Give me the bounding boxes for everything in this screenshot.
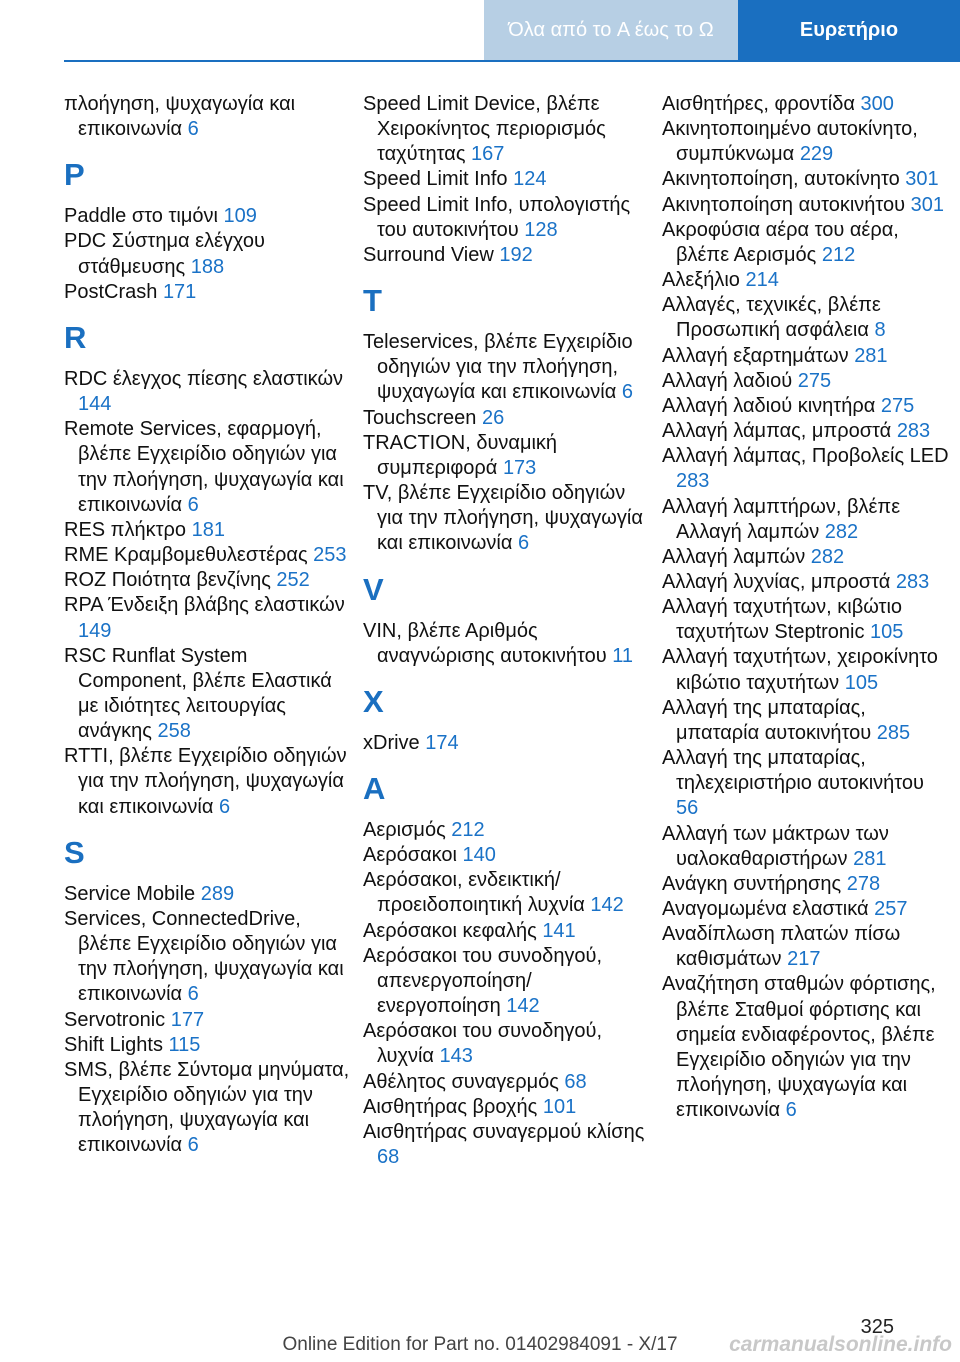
index-entry-text: Αλλαγή ταχυτήτων, χειροκίνητο κιβώτιο ταχυτήτων [662, 646, 938, 694]
page-link[interactable]: 192 [499, 243, 533, 266]
index-entry-text: Surround View [363, 243, 494, 266]
index-entry-text: Speed Limit Device, βλέπε Χειροκίνητος περιορισμός ταχύτητας [363, 93, 606, 166]
page-link[interactable]: 283 [896, 420, 931, 443]
page-link[interactable]: 257 [874, 898, 908, 920]
index-entry [64, 543, 352, 568]
index-entry [662, 545, 950, 570]
index-entry-text: Αλλαγή λαμπών [662, 545, 806, 568]
page-link[interactable]: 56 [676, 797, 699, 820]
index-entry-text: Αναζήτηση σταθμών φόρτισης, βλέπε Σταθμοί φόρτισης και σημεία ενδιαφέροντος, βλέπε Εγχειρίδιο οδηγιών για την πλοήγηση, ψυχαγωγία και επικοινωνία [662, 973, 936, 1122]
page-link[interactable]: 301 [905, 168, 939, 191]
page-link[interactable]: 6 [785, 1099, 797, 1122]
index-entry [662, 645, 950, 695]
index-entry-text: Αερόσακοι του συνοδηγού, απενεργοποίηση/ενεργοποίηση [363, 944, 603, 1018]
index-entry-text: Services, ConnectedDrive, βλέπε Εγχειρίδιο οδηγιών για την πλοήγηση, ψυχαγωγία και επικοινωνία [64, 907, 344, 1006]
page-link[interactable]: 253 [313, 544, 347, 567]
index-entry [662, 595, 950, 645]
index-entry [662, 92, 950, 117]
index-entry-text: Αλλαγή λάμπας, μπροστά [662, 420, 892, 443]
index-entry [64, 367, 352, 417]
index-entry-text: Αλλαγή λάμπας, Προβολείς LED [662, 445, 949, 468]
page-link[interactable]: 26 [481, 406, 505, 429]
index-entry-text: Αλλαγή λαμπτήρων, βλέπε Αλλαγή λαμπών [662, 495, 901, 543]
index-entry [363, 1120, 651, 1170]
index-entry-text: Αερόσακοι, ενδεικτική/προειδοποιητική λυχνία [363, 869, 585, 917]
page-link[interactable]: 6 [621, 381, 634, 404]
index-entry-text: TV, βλέπε Εγχειρίδιο οδηγιών για την πλοήγηση, ψυχαγωγία και επικοινωνία [363, 482, 643, 555]
page-link[interactable]: 115 [168, 1033, 201, 1056]
page-link[interactable]: 188 [190, 255, 225, 278]
index-entry [662, 972, 950, 1123]
index-entry-text: Ακινητοποίηση, αυτοκίνητο [662, 168, 900, 191]
page-link[interactable]: 101 [542, 1095, 577, 1118]
page-link[interactable]: 212 [451, 818, 485, 841]
page-link[interactable]: 8 [874, 319, 886, 342]
index-entry-text: Αθέλητος συναγερμός [363, 1070, 559, 1093]
index-entry-text: PDC Σύστημα ελέγχου στάθμευσης [64, 230, 265, 278]
index-entry-text: Αλλαγή ταχυτήτων, κιβώτιο ταχυτήτων Steptronic [662, 596, 903, 644]
page-link[interactable]: 285 [876, 721, 911, 744]
index-entry [662, 268, 950, 293]
index-entry-text: Αναγομωμένα ελαστικά [662, 898, 869, 920]
page-link[interactable]: 282 [810, 545, 845, 568]
index-entry-text: Αλλαγή της μπαταρίας, τηλεχειριστήριο αυτοκινήτου [662, 747, 924, 795]
page-link[interactable]: 214 [745, 269, 779, 292]
index-entry-text: Αλλαγή της μπαταρίας, μπαταρία αυτοκινήτου [662, 696, 872, 744]
index-entry [64, 518, 352, 543]
section-letter: T [363, 283, 382, 319]
index-entry-text: Ακροφύσια αέρα του αέρα, βλέπε Αερισμός [662, 218, 899, 266]
page-link[interactable]: 109 [223, 205, 257, 228]
index-entry-text: Αλλαγή λαδιού κινητήρα [662, 394, 876, 417]
page-link[interactable]: 281 [854, 344, 888, 367]
page-link[interactable]: 6 [187, 118, 199, 141]
index-entry [64, 644, 352, 745]
page-link[interactable]: 278 [846, 872, 881, 895]
edition-footer: Online Edition for Part no. 01402984091 - X/17 [282, 1334, 678, 1355]
page-link[interactable]: 149 [78, 619, 112, 642]
index-entry-text: Ανάγκη συντήρησης [662, 872, 842, 895]
index-entry [662, 897, 950, 922]
index-entry-text: SMS, βλέπε Σύντομα μηνύματα, Εγχειρίδιο οδηγιών για την πλοήγηση, ψυχαγωγία και επικοινωνία [64, 1058, 350, 1157]
index-entry [662, 419, 950, 444]
page-link[interactable]: 212 [821, 243, 856, 266]
index-entry [64, 1058, 352, 1159]
index-column-1 [64, 92, 352, 1158]
index-entry-text: RTTI, βλέπε Εγχειρίδιο οδηγιών για την πλοήγηση, ψυχαγωγία και επικοινωνία [64, 745, 347, 818]
index-entry [64, 568, 352, 593]
index-entry [662, 570, 950, 595]
index-entry-text: xDrive [363, 731, 420, 754]
index-entry [363, 92, 651, 167]
page-link[interactable]: 275 [880, 394, 915, 417]
page-link[interactable]: 167 [471, 143, 505, 166]
page-link[interactable]: 128 [524, 218, 558, 241]
index-entry-text: Paddle στο τιμόνι [64, 205, 218, 228]
index-entry [662, 117, 950, 167]
index-entry [363, 818, 651, 843]
index-entry-text: Ακινητοποιημένο αυτοκίνητο, συμπύκνωμα [662, 118, 918, 166]
index-entry-text: Αερόσακοι του συνοδηγού, λυχνία [363, 1020, 603, 1068]
page-link[interactable]: 6 [218, 795, 231, 818]
index-entry [662, 193, 950, 218]
index-entry-text: Αλλαγή λυχνίας, μπροστά [662, 570, 891, 593]
index-entry [64, 1008, 352, 1033]
page-link[interactable]: 142 [590, 894, 624, 917]
index-entry-text: TRACTION, δυναμική συμπεριφορά [363, 431, 558, 479]
index-entry [363, 1095, 651, 1120]
index-entry [662, 218, 950, 268]
index-entry [662, 495, 950, 545]
index-entry-text: Teleservices, βλέπε Εγχειρίδιο οδηγιών για την πλοήγηση, ψυχαγωγία και επικοινωνία [363, 331, 633, 404]
index-entry [662, 293, 950, 343]
index-entry [662, 167, 950, 192]
index-entry [662, 444, 950, 494]
index-entry-text: Αερόσακοι [363, 844, 457, 867]
index-entry-text: RSC Runflat System Component, βλέπε Ελαστικά με ιδιότητες λειτουργίας ανάγκης [64, 644, 332, 743]
index-entry-text: Touchscreen [363, 406, 477, 429]
index-entry-text: Servotronic [64, 1008, 166, 1031]
index-entry [363, 1019, 651, 1069]
page-link[interactable]: 283 [676, 470, 710, 493]
index-entry-text: VIN, βλέπε Αριθμός αναγνώρισης αυτοκινήτου [363, 619, 607, 667]
page-link[interactable]: 171 [162, 280, 197, 303]
index-entry [64, 229, 352, 279]
page-link[interactable]: 68 [564, 1070, 587, 1093]
index-entry [363, 944, 651, 1019]
index-column-3 [662, 92, 950, 1123]
tab-index[interactable]: Ευρετήριο [738, 0, 960, 60]
index-entry-text: Speed Limit Info, υπολογιστής του αυτοκινήτου [363, 193, 631, 241]
page-link[interactable]: 229 [799, 143, 834, 166]
page-link[interactable]: 283 [895, 570, 930, 593]
index-entry [662, 822, 950, 872]
index-entry-text: Αλλαγή λαδιού [662, 369, 793, 392]
index-entry-text: PostCrash [64, 280, 158, 303]
page-link[interactable]: 144 [78, 393, 112, 416]
index-entry [662, 394, 950, 419]
index-entry [64, 204, 352, 229]
index-entry-text: Service Mobile [64, 882, 196, 905]
index-column-2 [363, 92, 651, 1170]
index-entry [64, 593, 352, 643]
page-link[interactable]: 6 [517, 532, 530, 555]
page-link[interactable]: 143 [439, 1045, 473, 1068]
index-entry [64, 417, 352, 518]
index-entry [662, 872, 950, 897]
index-entry [363, 243, 651, 268]
section-letter: V [363, 571, 384, 607]
index-entry-text: Αισθητήρας βροχής [363, 1095, 538, 1118]
page-link[interactable]: 252 [276, 569, 310, 592]
index-entry [64, 882, 352, 907]
section-letter: S [64, 834, 85, 870]
index-entry-text: πλοήγηση, ψυχαγωγία και επικοινωνία [64, 93, 296, 141]
page-link[interactable]: 177 [170, 1008, 205, 1031]
page-link[interactable]: 11 [612, 644, 634, 667]
index-entry [662, 344, 950, 369]
index-entry-text: Αερισμός [363, 818, 446, 841]
section-letter: R [64, 319, 87, 355]
index-entry [64, 744, 352, 819]
index-entry [64, 92, 352, 142]
page-link[interactable]: 289 [200, 882, 235, 905]
index-entry-text: Shift Lights [64, 1033, 163, 1056]
page-link[interactable]: 68 [377, 1146, 400, 1168]
index-entry-text: Αλλαγή εξαρτημάτων [662, 344, 849, 367]
index-entry-text: Αισθητήρας συναγερμού κλίσης [363, 1120, 645, 1143]
page-link[interactable]: 281 [853, 847, 887, 870]
page-link[interactable]: 258 [157, 720, 191, 743]
index-entry-text: RPA Ένδειξη βλάβης ελαστικών [64, 594, 345, 617]
page-link[interactable]: 275 [797, 369, 832, 392]
index-entry-text: RES πλήκτρο [64, 518, 187, 541]
page-link[interactable]: 181 [191, 518, 225, 541]
section-letter: A [363, 770, 386, 806]
page-link[interactable]: 173 [502, 456, 537, 479]
index-entry [662, 369, 950, 394]
page-number: 325 [860, 1316, 894, 1338]
tab-all-a-to-z[interactable]: Όλα από το A έως το Ω [484, 0, 738, 60]
index-entry [662, 922, 950, 972]
page-link[interactable]: 142 [506, 995, 540, 1018]
index-entry-text: Speed Limit Info [363, 168, 508, 191]
index-entry-text: Αερόσακοι κεφαλής [363, 919, 537, 942]
page-link[interactable]: 141 [542, 919, 576, 942]
index-entry-text: Αλλαγές, τεχνικές, βλέπε Προσωπική ασφάλεια [662, 294, 881, 342]
index-entry [363, 330, 651, 405]
index-entry-text: Remote Services, εφαρμογή, βλέπε Εγχειρίδιο οδηγιών για την πλοήγηση, ψυχαγωγία και επικοινωνία [64, 418, 344, 516]
index-entry-text: Αισθητήρες, φροντίδα [662, 93, 855, 115]
index-entry [363, 481, 651, 556]
index-entry [363, 843, 651, 868]
index-entry [363, 731, 651, 756]
watermark: carmanualsonline.info [729, 1333, 952, 1356]
page-link[interactable]: 6 [187, 983, 199, 1006]
index-entry-text: Αλλαγή των μάκτρων των υαλοκαθαριστήρων [662, 822, 889, 870]
index-entry [363, 919, 651, 944]
index-entry [64, 280, 352, 305]
index-entry-text: RME Κραμβομεθυλεστέρας [64, 544, 308, 567]
index-entry-text: Αναδίπλωση πλατών πίσω καθισμάτων [662, 923, 901, 971]
page-link[interactable]: 140 [462, 844, 496, 867]
page-link[interactable]: 282 [824, 520, 859, 543]
page-link[interactable]: 124 [513, 168, 547, 191]
index-entry-text: ROZ Ποιότητα βενζίνης [64, 569, 271, 592]
index-entry-text: RDC έλεγχος πίεσης ελαστικών [64, 367, 344, 390]
page-link[interactable]: 174 [425, 731, 459, 754]
index-entry [64, 907, 352, 1008]
index-entry [363, 431, 651, 481]
header-bar [0, 0, 960, 62]
page-link[interactable]: 300 [860, 93, 894, 115]
page-link[interactable]: 6 [187, 493, 199, 516]
index-entry [363, 406, 651, 431]
index-entry [363, 167, 651, 192]
section-letter: P [64, 157, 85, 193]
index-entry-text: Ακινητοποίηση αυτοκινήτου [662, 193, 906, 216]
page-link[interactable]: 301 [910, 193, 945, 216]
index-entry [363, 1070, 651, 1095]
header-rule [64, 60, 960, 62]
section-letter: X [363, 683, 384, 719]
index-entry-text: Αλεξήλιο [662, 269, 740, 292]
index-entry [64, 1033, 352, 1058]
index-entry [363, 619, 651, 669]
page-link[interactable]: 217 [787, 948, 821, 971]
index-entry [662, 746, 950, 821]
page-link[interactable]: 105 [870, 621, 904, 644]
page-link[interactable]: 6 [187, 1134, 199, 1157]
index-entry [363, 193, 651, 243]
index-entry [662, 696, 950, 746]
index-entry [363, 868, 651, 918]
page-link[interactable]: 105 [844, 671, 879, 694]
